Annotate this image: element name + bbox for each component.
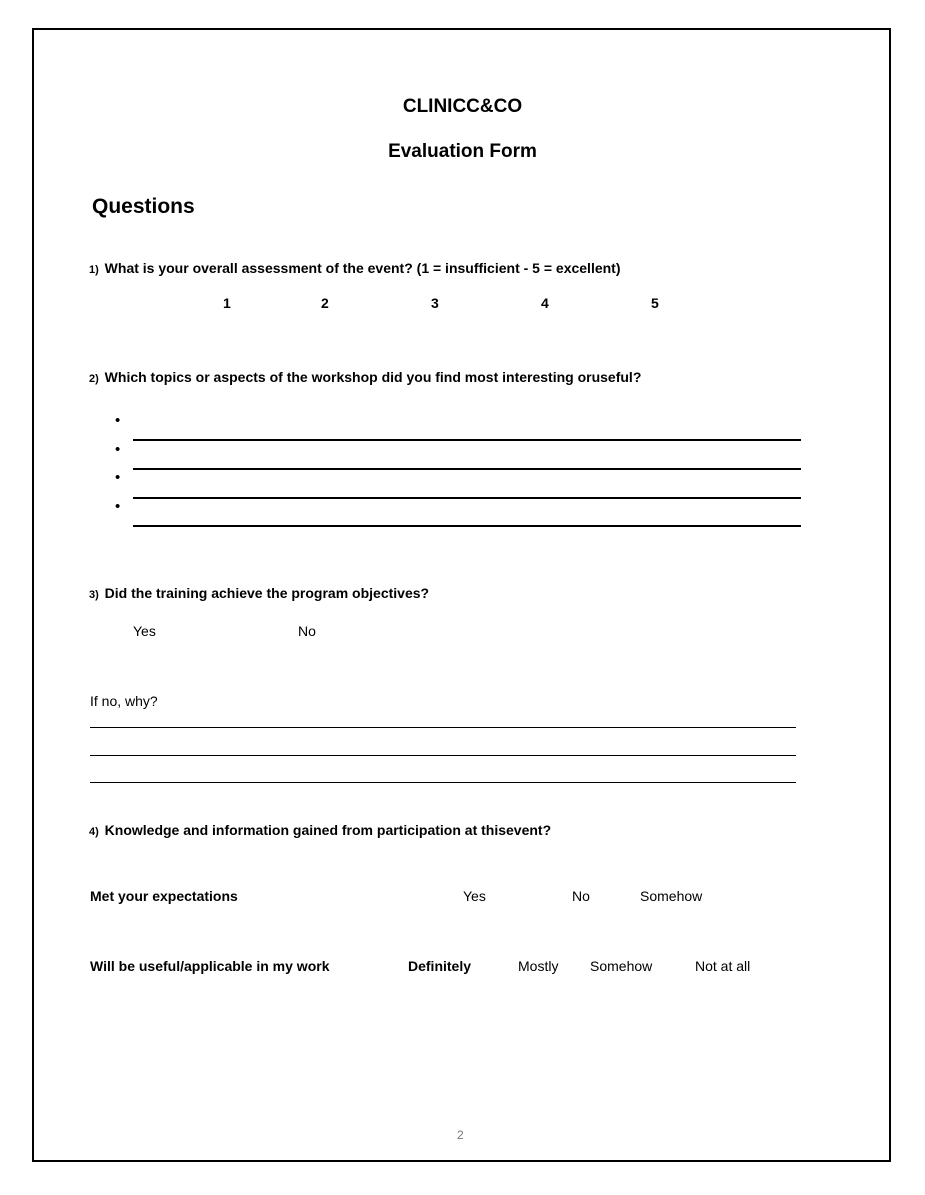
expectations-label: Met your expectations	[90, 888, 238, 904]
option-mostly[interactable]: Mostly	[518, 958, 559, 974]
answer-line[interactable]	[133, 525, 801, 527]
option-yes[interactable]: Yes	[133, 623, 156, 639]
question-2-number: 2)	[89, 373, 99, 385]
section-title: Questions	[92, 195, 195, 218]
answer-line[interactable]	[90, 782, 796, 783]
page-number: 2	[457, 1128, 464, 1142]
question-3-text: Did the training achieve the program objectives?	[104, 585, 430, 601]
option-yes[interactable]: Yes	[463, 888, 486, 904]
answer-line[interactable]	[133, 497, 801, 499]
rating-option-3[interactable]: 3	[431, 295, 439, 311]
question-3-number: 3)	[89, 589, 99, 601]
question-2	[89, 369, 641, 385]
bullet-icon: •	[115, 412, 121, 429]
answer-line[interactable]	[90, 755, 796, 756]
answer-line[interactable]	[133, 468, 801, 470]
bullet-icon: •	[115, 441, 121, 458]
question-4	[89, 822, 551, 838]
option-no[interactable]: No	[572, 888, 590, 904]
question-3	[89, 585, 429, 601]
question-1-number: 1)	[89, 264, 99, 276]
rating-option-1[interactable]: 1	[223, 295, 231, 311]
bullet-icon: •	[115, 498, 121, 515]
question-1-text: What is your overall assessment of the event? (1 = insufficient - 5 = excellent)	[104, 260, 621, 276]
option-definitely[interactable]: Definitely	[408, 958, 472, 974]
option-not-at-all[interactable]: Not at all	[695, 958, 751, 974]
question-4-text: Knowledge and information gained from participation at thisevent?	[104, 822, 552, 838]
option-somehow[interactable]: Somehow	[640, 888, 703, 904]
answer-line[interactable]	[90, 727, 796, 728]
company-name: CLINICC&CO	[402, 96, 523, 117]
option-somehow[interactable]: Somehow	[590, 958, 653, 974]
answer-line[interactable]	[133, 439, 801, 441]
rating-option-4[interactable]: 4	[541, 295, 549, 311]
followup-label: If no, why?	[90, 693, 158, 709]
usefulness-label: Will be useful/applicable in my work	[90, 958, 330, 974]
form-title: Evaluation Form	[388, 141, 537, 162]
bullet-icon: •	[115, 469, 121, 486]
question-2-text: Which topics or aspects of the workshop did you find most interesting oruseful?	[104, 369, 642, 385]
option-no[interactable]: No	[298, 623, 316, 639]
rating-option-2[interactable]: 2	[321, 295, 329, 311]
question-4-number: 4)	[89, 826, 99, 838]
question-1	[89, 260, 621, 276]
rating-option-5[interactable]: 5	[651, 295, 659, 311]
